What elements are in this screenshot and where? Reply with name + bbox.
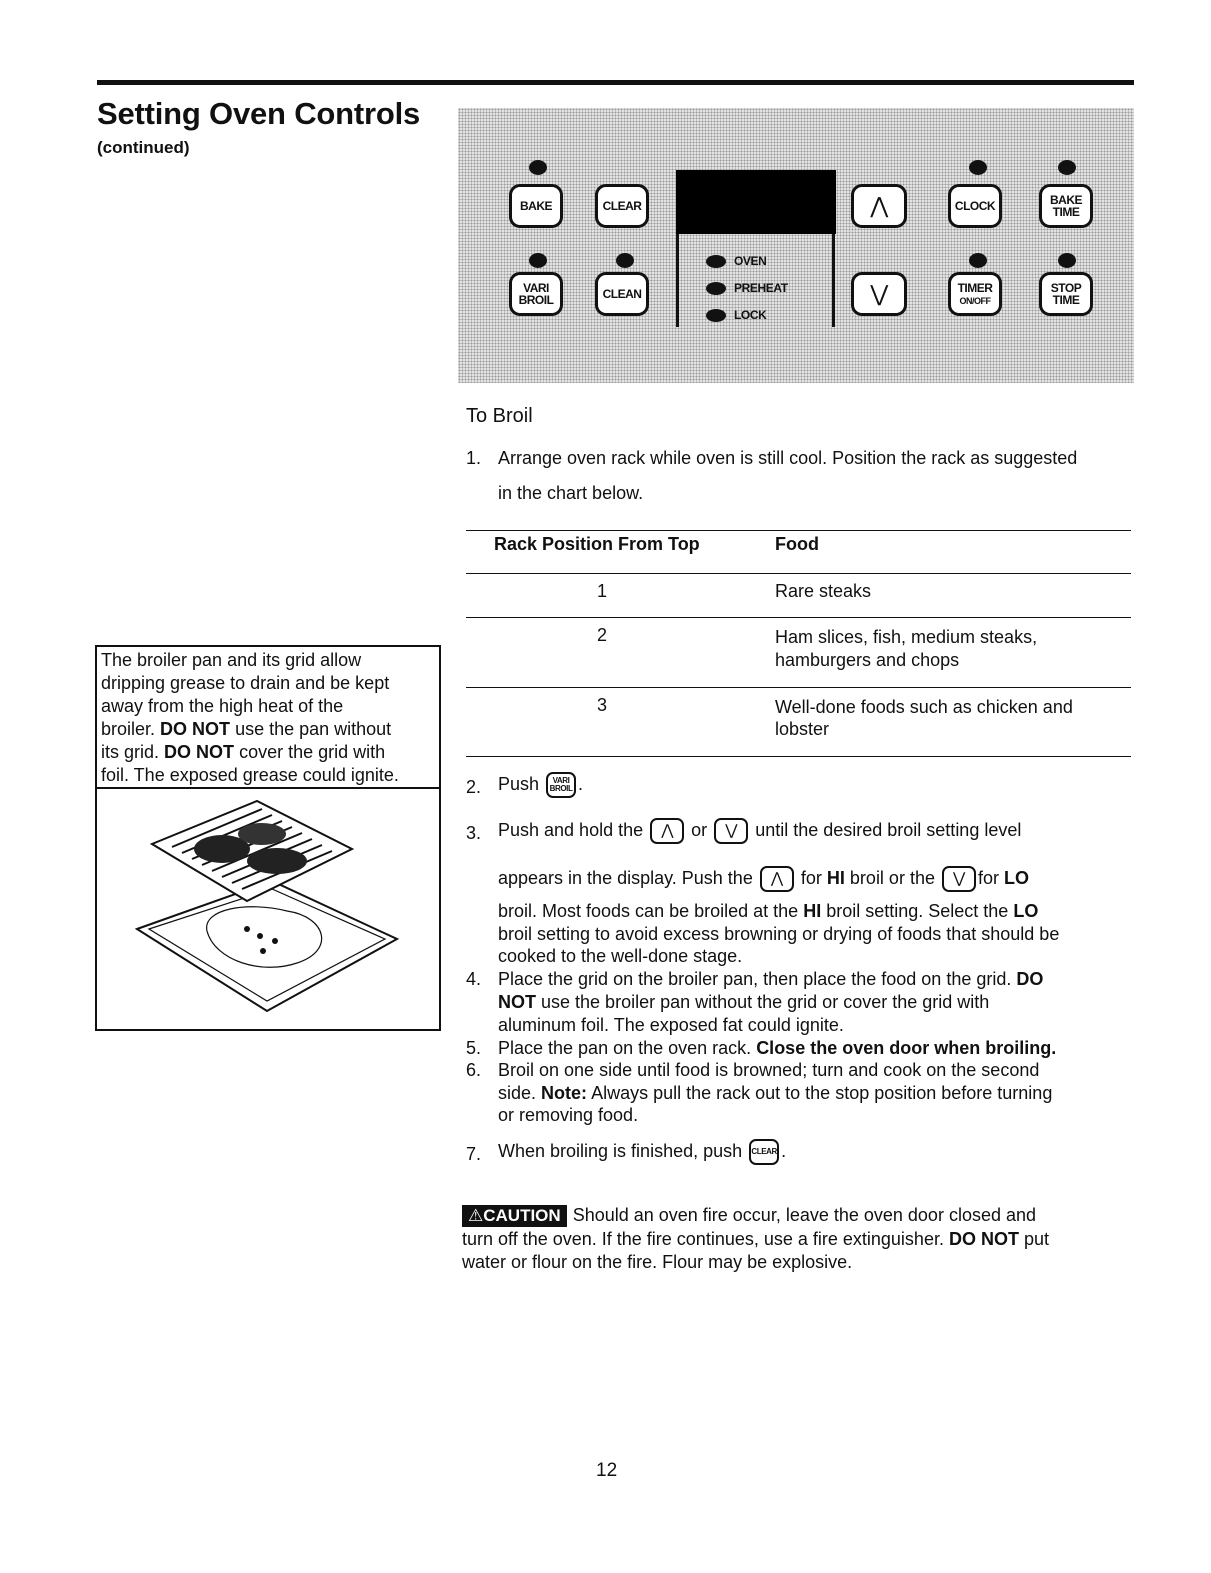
broiler-pan-drawing (97, 789, 439, 1029)
oven-indicator (706, 254, 766, 268)
clock-indicator-light (969, 160, 987, 175)
oven-indicator-dot (706, 255, 726, 268)
step-2-text: Push VARI BROIL . (498, 772, 583, 798)
table-row-2-position: 2 (597, 625, 608, 645)
table-bottom-rule (466, 756, 1131, 757)
step-5-line-1: Place the pan on the oven rack. Close the oven door when broiling. (498, 1038, 1057, 1058)
step-1-line-2: in the chart below. (498, 483, 644, 503)
vari-broil-indicator-light (529, 253, 547, 268)
step-3-line-1: Push and hold the ⋀ or ⋁ until the desired broil setting level (498, 818, 1021, 844)
page-number: 12 (596, 1460, 618, 1481)
vari-broil-key: VARI BROIL (509, 272, 563, 316)
lock-indicator-dot (706, 309, 726, 322)
grease-drop (272, 938, 278, 944)
table-row-1-food: Rare steaks (775, 581, 872, 601)
step-3-line-3: broil. Most foods can be broiled at the HI broil setting. Select the LO (498, 901, 1039, 921)
step-6-line-3: or removing food. (498, 1105, 639, 1125)
clock-key: CLOCK (948, 184, 1002, 228)
table-row-3-food-line-2: lobster (775, 719, 830, 739)
step-5-number: 5. (466, 1038, 482, 1058)
step-3-line-2: appears in the display. Push the ⋀ for HI broil or the ⋁ for LO (498, 866, 1029, 892)
table-row-3-position: 3 (597, 695, 608, 715)
preheat-indicator (706, 281, 788, 295)
up-arrow-key (851, 184, 907, 228)
display-right-divider (832, 234, 835, 327)
up-arrow-icon: ⋀ (870, 193, 888, 218)
note-line: dripping grease to drain and be kept (101, 673, 390, 693)
header-rule (97, 80, 1134, 85)
broiler-pan-illustration (95, 789, 441, 1031)
note-line: broiler. DO NOT use the pan without (101, 719, 392, 739)
page-title: Setting Oven Controls (97, 96, 421, 131)
step-4-number: 4. (466, 969, 482, 989)
broiler-grid (152, 801, 352, 901)
section-heading: To Broil (466, 405, 533, 427)
step-6-line-2: side. Note: Always pull the rack out to the stop position before turning (498, 1083, 1053, 1103)
steak (238, 823, 286, 845)
caution-line-2: turn off the oven. If the fire continues, use a fire extinguisher. DO NOT put (462, 1229, 1050, 1249)
display-left-divider (676, 234, 679, 327)
step-3-line-4: broil setting to avoid excess browning or drying of foods that should be (498, 924, 1060, 944)
caution-line-1: ⚠CAUTION Should an oven fire occur, leave the oven door closed and (462, 1204, 1036, 1227)
clear-key-inline: CLEAR (749, 1139, 779, 1165)
down-arrow-icon: ⋁ (942, 866, 976, 892)
page-subtitle: (continued) (97, 138, 190, 157)
table-row-2-food-line-1: Ham slices, fish, medium steaks, (775, 627, 1038, 647)
step-6-line-1: Broil on one side until food is browned; turn and cook on the second (498, 1060, 1040, 1080)
caution-line-3: water or flour on the fire. Flour may be explosive. (462, 1252, 853, 1272)
bake-indicator-light (529, 160, 547, 175)
lock-indicator (706, 308, 766, 322)
oven-display (676, 170, 836, 234)
stop-time-indicator-light (1058, 253, 1076, 268)
note-line: The broiler pan and its grid allow (101, 650, 362, 670)
grease-drop (257, 933, 263, 939)
step-7-label: When broiling is finished, push (498, 1140, 743, 1161)
preheat-indicator-label: PREHEAT (734, 281, 788, 295)
table-row-rule (466, 617, 1131, 618)
step-3-number: 3. (466, 823, 482, 843)
control-panel-illustration (458, 108, 1134, 383)
down-arrow-icon: ⋁ (870, 281, 888, 306)
note-line: its grid. DO NOT cover the grid with (101, 742, 386, 762)
bake-key: BAKE (509, 184, 563, 228)
lock-indicator-label: LOCK (734, 308, 767, 322)
down-arrow-icon: ⋁ (714, 818, 748, 844)
up-arrow-icon: ⋀ (760, 866, 794, 892)
step-4-line-2: NOT use the broiler pan without the grid or cover the grid with (498, 992, 990, 1012)
step-2-number: 2. (466, 777, 482, 797)
table-row-rule (466, 687, 1131, 688)
preheat-indicator-dot (706, 282, 726, 295)
step-1-number: 1. (466, 448, 482, 468)
pan-drip-well (207, 907, 322, 968)
step-7-text: When broiling is finished, push CLEAR . (498, 1139, 786, 1165)
broiler-pan-note (95, 645, 441, 789)
grease-drop (244, 926, 250, 932)
clean-key: CLEAN (595, 272, 649, 316)
pan-inner-rim (149, 889, 385, 1001)
step-2-label: Push (498, 773, 540, 794)
grease-drop (260, 948, 266, 954)
note-line: foil. The exposed grease could ignite. (101, 765, 399, 785)
table-row-3-food-line-1: Well-done foods such as chicken and (775, 697, 1073, 717)
step-6-number: 6. (466, 1060, 482, 1080)
oven-indicator-label: OVEN (734, 254, 767, 268)
down-arrow-key (851, 272, 907, 316)
step-7-number: 7. (466, 1144, 482, 1164)
table-top-rule (466, 530, 1131, 531)
clean-indicator-light (616, 253, 634, 268)
step-4-line-1: Place the grid on the broiler pan, then place the food on the grid. DO (498, 969, 1044, 989)
table-header-food: Food (775, 534, 819, 554)
caution-badge: ⚠CAUTION (462, 1205, 567, 1227)
note-line: away from the high heat of the (101, 696, 344, 716)
up-arrow-icon: ⋀ (650, 818, 684, 844)
vari-broil-key-inline: VARI BROIL (546, 772, 576, 798)
stop-time-key: STOP TIME (1039, 272, 1093, 316)
table-row-2-food-line-2: hamburgers and chops (775, 650, 960, 670)
bake-time-indicator-light (1058, 160, 1076, 175)
bake-time-key: BAKE TIME (1039, 184, 1093, 228)
table-header-rule (466, 573, 1131, 574)
clear-key: CLEAR (595, 184, 649, 228)
timer-indicator-light (969, 253, 987, 268)
step-4-line-3: aluminum foil. The exposed fat could ignite. (498, 1015, 844, 1035)
timer-on-off-key: TIMER ON/OFF (948, 272, 1002, 316)
table-header-rack-position: Rack Position From Top (494, 534, 700, 554)
table-row-1-position: 1 (597, 581, 608, 601)
step-3-line-5: cooked to the well-done stage. (498, 946, 743, 966)
step-1-line-1: Arrange oven rack while oven is still cool. Position the rack as suggested (498, 448, 1078, 468)
steak (247, 848, 307, 874)
